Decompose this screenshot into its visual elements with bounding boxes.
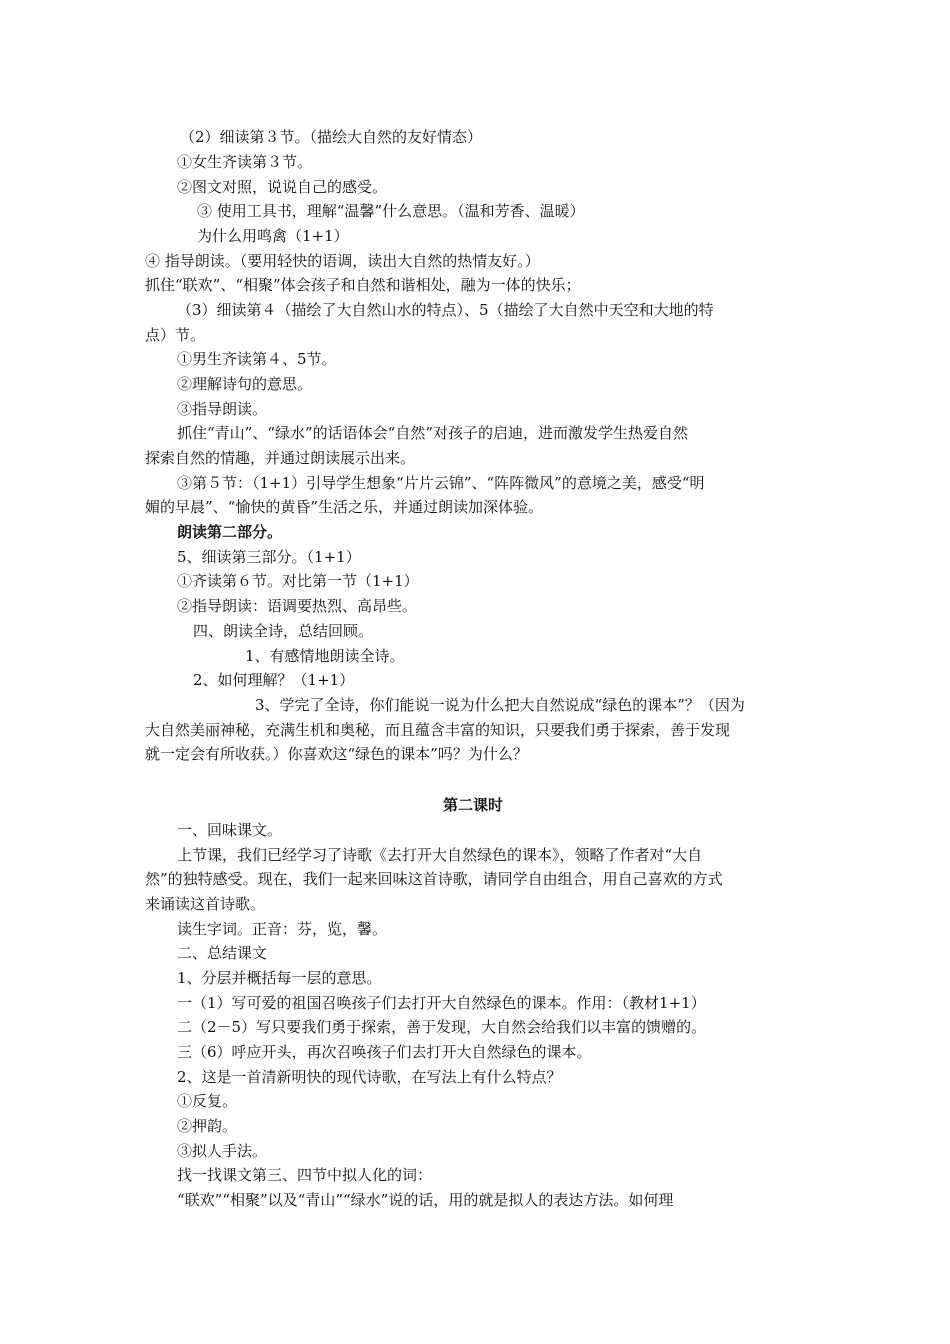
text-line: 1、有感情地朗读全诗。	[245, 647, 405, 665]
text-line: 大自然美丽神秘，充满生机和奥秘，而且蕴含丰富的知识，只要我们勇于探索，善于发现	[145, 721, 731, 739]
text-line: ①反复。	[177, 1092, 238, 1110]
text-line: ②理解诗句的意思。	[177, 375, 313, 393]
text-line: （3）细读第４（描绘了大自然山水的特点）、5（描绘了大自然中天空和大地的特	[177, 301, 714, 319]
text-line: 2、这是一首清新明快的现代诗歌，在写法上有什么特点？	[177, 1068, 562, 1086]
text-line: ③指导朗读。	[177, 400, 268, 418]
text-line: 媚的早晨”、“愉快的黄昏”生活之乐，并通过朗读加深体验。	[145, 498, 544, 516]
text-line: ③第５节：（1+1）引导学生想象“片片云锦”、“阵阵微风”的意境之美，感受“明	[177, 474, 705, 492]
text-line: 一、回味课文。	[177, 821, 283, 839]
text-line: 然”的独特感受。现在，我们一起来回味这首诗歌，请同学自由组合，用自己喜欢的方式	[145, 870, 723, 888]
text-line: 三（6）呼应开头，再次召唤孩子们去打开大自然绿色的课本。	[177, 1043, 592, 1061]
text-line: ④ 指导朗读。（要用轻快的语调，读出大自然的热情友好。）	[145, 252, 540, 270]
text-line: 点）节。	[145, 326, 206, 344]
text-line: 一（1）写可爱的祖国召唤孩子们去打开大自然绿色的课本。作用：（教材1+1）	[177, 994, 706, 1012]
text-line: 四、朗读全诗，总结回顾。	[193, 622, 374, 640]
text-line: 为什么用鸣禽（1+1）	[197, 227, 349, 245]
text-line: 2、如何理解？（1+1）	[193, 671, 355, 689]
text-line: ③拟人手法。	[177, 1142, 268, 1160]
text-line: 找一找课文第三、四节中拟人化的词：	[177, 1166, 433, 1184]
text-line: 1、分层并概括每一层的意思。	[177, 969, 382, 987]
text-line: 抓住“联欢”、“相聚”体会孩子和自然和谐相处，融为一体的快乐；	[145, 276, 581, 294]
text-line: 抓住“青山”、“绿水”的话语体会“自然”对孩子的启迪，进而激发学生热爱自然	[177, 424, 689, 442]
text-line: ②图文对照，说说自己的感受。	[177, 178, 388, 196]
text-line: 3、学完了全诗，你们能说一说为什么把大自然说成“绿色的课本”？（因为	[255, 696, 745, 714]
text-line: 读生字词。正音：芬，览，馨。	[177, 920, 388, 938]
text-line: （2）细读第３节。（描绘大自然的友好情态）	[180, 128, 483, 146]
text-line: ③ 使用工具书，理解“温馨”什么意思。（温和芳香、温暖）	[197, 202, 585, 220]
section-heading: 朗读第二部分。	[177, 523, 283, 541]
text-line: 二、总结课文	[177, 944, 268, 962]
text-line: “联欢”“相聚”以及“青山”“绿水”说的话，用的就是拟人的表达方法。如何理	[177, 1191, 674, 1209]
text-line: ②押韵。	[177, 1117, 238, 1135]
text-line: ①男生齐读第４、5节。	[177, 350, 337, 368]
text-line: 二（2－5）写只要我们勇于探索，善于发现，大自然会给我们以丰富的馈赠的。	[177, 1018, 707, 1036]
text-line: 5、细读第三部分。（1+1）	[177, 548, 361, 566]
text-line: 探索自然的情趣，并通过朗读展示出来。	[145, 449, 416, 467]
text-line: ②指导朗读：语调要热烈、高昂些。	[177, 597, 418, 615]
text-line: 就一定会有所收获。）你喜欢这“绿色的课本”吗？为什么？	[145, 745, 528, 763]
text-line: ①女生齐读第３节。	[177, 153, 313, 171]
lesson-heading: 第二课时	[443, 796, 504, 814]
text-line: 上节课，我们已经学习了诗歌《去打开大自然绿色的课本》，领略了作者对“大自	[177, 846, 703, 864]
text-line: ①齐读第６节。对比第一节（1+1）	[177, 572, 419, 590]
text-line: 来诵读这首诗歌。	[145, 895, 266, 913]
